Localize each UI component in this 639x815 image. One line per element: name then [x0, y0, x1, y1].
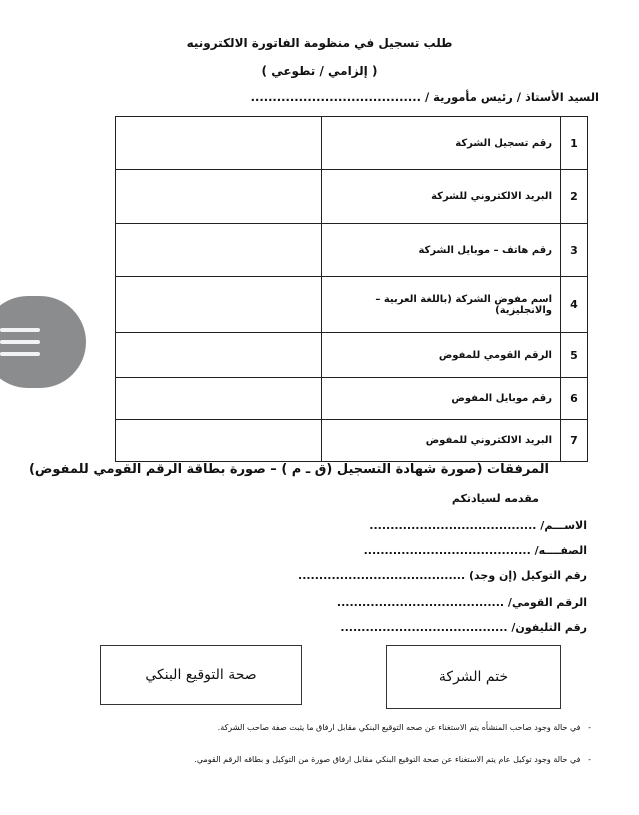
row-value-field[interactable]: [116, 224, 322, 277]
table-row: [116, 277, 588, 333]
row-value-field[interactable]: [116, 170, 322, 224]
hamburger-menu-icon[interactable]: [0, 296, 86, 388]
row-number: 2: [561, 170, 588, 224]
table-row: [116, 333, 588, 378]
row-label: رقم موبايل المفوض: [322, 378, 561, 420]
form-subtitle: ( إلزامي / تطوعي ): [261, 64, 378, 78]
table-row: [116, 170, 588, 224]
table-row: [116, 117, 588, 170]
row-label: اسم مفوض الشركة (باللغة العربية – والانجليزية): [322, 277, 561, 333]
field-dots[interactable]: ........................................: [340, 621, 508, 634]
company-stamp-label: ختم الشركة: [438, 669, 509, 685]
phone-field: [340, 621, 587, 634]
field-dots[interactable]: ........................................: [369, 519, 537, 532]
note-item: [218, 723, 591, 732]
row-number: 5: [561, 333, 588, 378]
field-label: الرقم القومي/: [507, 596, 587, 609]
row-number: 1: [561, 117, 588, 170]
registration-table: [115, 116, 588, 462]
title-field: [364, 544, 587, 557]
row-value-field[interactable]: [116, 117, 322, 170]
field-dots[interactable]: ........................................: [298, 569, 466, 582]
bank-signature-label: صحة التوقيع البنكي: [145, 667, 257, 683]
field-dots[interactable]: ........................................: [363, 544, 531, 557]
field-label: رقم التوكيل (إن وجد): [469, 569, 587, 582]
row-label: رقم هاتف – موبايل الشركة: [322, 224, 561, 277]
row-number: 3: [561, 224, 588, 277]
addressee-line: السيد الأستاذ / رئيس مأمورية / .......................................: [250, 90, 599, 104]
field-label: رقم التليفون/: [511, 621, 587, 634]
menu-line: [0, 340, 40, 344]
table-row: [116, 420, 588, 462]
bullet: -: [588, 755, 591, 764]
bullet: -: [588, 723, 591, 732]
menu-line: [0, 328, 40, 332]
row-number: 6: [561, 378, 588, 420]
row-label: رقم تسجيل الشركة: [322, 117, 561, 170]
row-value-field[interactable]: [116, 378, 322, 420]
power-of-attorney-field: [298, 569, 587, 582]
national-id-field: [337, 596, 587, 609]
company-stamp-box: [386, 645, 561, 709]
field-dots[interactable]: ........................................: [336, 596, 505, 609]
note-item: [194, 755, 591, 764]
name-field: [369, 519, 587, 532]
row-label: الرقم القومي للمفوض: [322, 333, 561, 378]
row-value-field[interactable]: [116, 277, 322, 333]
menu-line: [0, 352, 40, 356]
bank-signature-box: [100, 645, 302, 705]
note-text: في حالة وجود صاحب المنشأه يتم الاستغناء عن صحه التوقيع البنكي مقابل ارفاق ما يثبت صفة صاحب الشركة.: [217, 723, 581, 732]
attachments-line: المرفقات (صورة شهادة التسجيل (ق ـ م ) – صورة بطاقة الرقم القومي للمفوض): [28, 462, 549, 477]
field-label: الاســـم/: [540, 519, 587, 532]
table-row: [116, 224, 588, 277]
row-value-field[interactable]: [116, 420, 322, 462]
row-number: 4: [561, 277, 588, 333]
form-title: طلب تسجيل في منظومة الفاتورة الالكترونيه: [186, 36, 453, 50]
field-label: الصفــــه/: [534, 544, 587, 557]
row-label: البريد الالكتروني للشركة: [322, 170, 561, 224]
row-value-field[interactable]: [116, 333, 322, 378]
table-row: [116, 378, 588, 420]
note-text: في حالة وجود توكيل عام يتم الاستغناء عن صحة التوقيع البنكي مقابل ارفاق صورة من التوكيل و بطاقه الرقم القومي.: [194, 755, 581, 764]
greeting-line: مقدمه لسيادتكم: [451, 492, 539, 505]
row-number: 7: [561, 420, 588, 462]
row-label: البريد الالكتروني للمفوض: [322, 420, 561, 462]
